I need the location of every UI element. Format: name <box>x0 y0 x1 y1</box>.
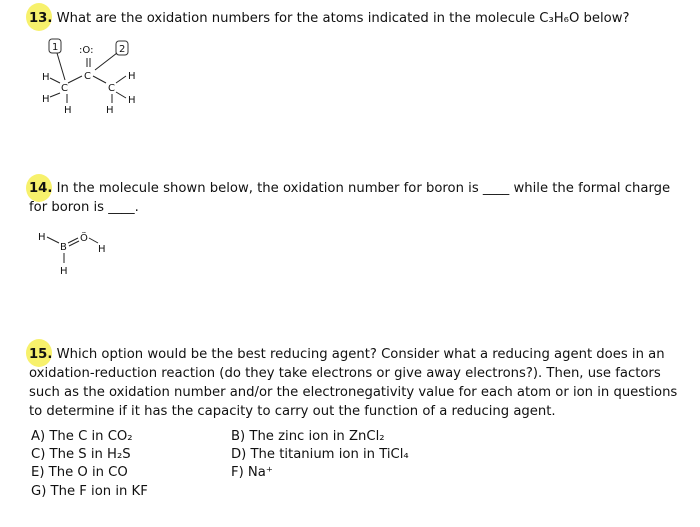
question-15 <box>29 345 665 364</box>
svg-text:C: C <box>84 71 91 82</box>
acetone-structure <box>42 39 136 116</box>
question-15-line2: oxidation-reduction reaction (do they take electrons or give away electrons?). Then, use factors <box>29 366 661 381</box>
svg-text:H: H <box>60 266 68 277</box>
option-d: D) The titanium ion in TiCl₄ <box>231 447 409 462</box>
svg-text:H: H <box>98 244 106 255</box>
svg-text:H: H <box>106 105 114 116</box>
svg-text:C: C <box>61 83 68 94</box>
svg-text:H: H <box>128 95 136 106</box>
question-number: 13. <box>29 11 53 26</box>
option-c: C) The S in H₂S <box>31 447 131 462</box>
question-text: In the molecule shown below, the oxidation number for boron is ____ while the formal charge <box>52 181 671 196</box>
svg-text:H: H <box>38 232 46 243</box>
svg-text:H: H <box>42 72 50 83</box>
option-b: B) The zinc ion in ZnCl₂ <box>231 429 385 444</box>
svg-text::O:: :O: <box>79 45 94 56</box>
question-number: 14. <box>29 181 53 196</box>
question-15-line4: to determine if it has the capacity to carry out the function of a reducing agent. <box>29 404 556 419</box>
svg-text:C: C <box>108 83 115 94</box>
svg-text:H: H <box>64 105 72 116</box>
svg-text:H: H <box>128 71 136 82</box>
question-text: What are the oxidation numbers for the atoms indicated in the molecule C₃H₆O below? <box>52 11 630 26</box>
option-a: A) The C in CO₂ <box>31 429 133 444</box>
option-g: G) The F ion in KF <box>31 484 148 499</box>
svg-text:H: H <box>42 94 50 105</box>
question-14-line2: for boron is ____. <box>29 200 139 215</box>
question-15-line3: such as the oxidation number and/or the electronegativity value for each atom or ion in questions <box>29 385 678 400</box>
boron-structure <box>38 231 106 277</box>
question-text: Which option would be the best reducing agent? Consider what a reducing agent does in an <box>52 347 665 362</box>
svg-text:Ö: Ö <box>80 233 88 244</box>
option-e: E) The O in CO <box>31 465 128 480</box>
question-number: 15. <box>29 347 53 362</box>
question-14 <box>29 179 670 198</box>
option-f: F) Na⁺ <box>231 465 273 480</box>
svg-text:2: 2 <box>119 44 126 55</box>
svg-text:B: B <box>60 242 67 253</box>
svg-text:1: 1 <box>52 42 59 53</box>
